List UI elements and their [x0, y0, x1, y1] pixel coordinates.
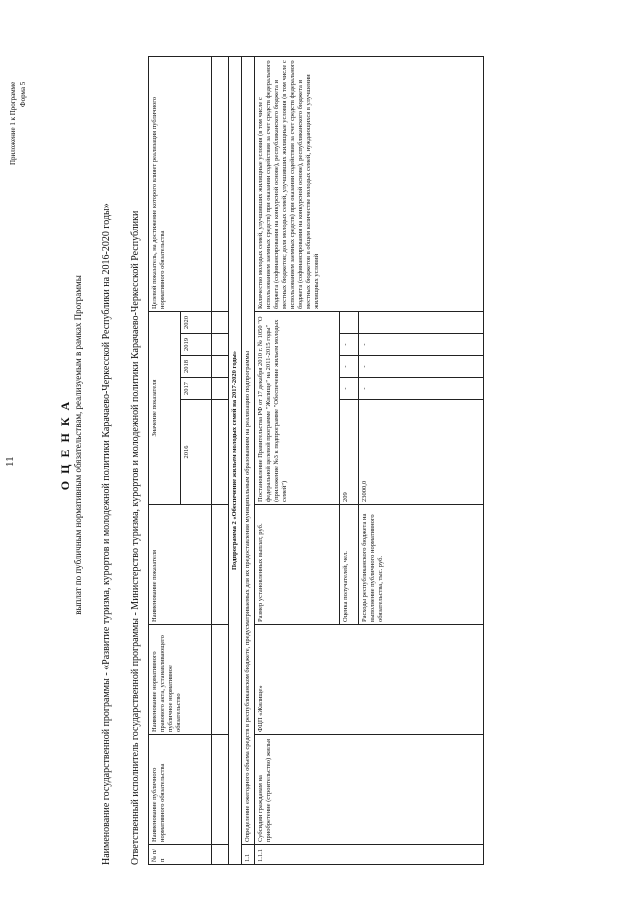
payment-size-value: Постановление Правительства РФ от 17 декабря 2010 г. № 1050 "О федеральной целевой программе "Жилище" на 2011-2015 годы" (приложение №3 к подпрограмме "Обеспечение жильем молодых семей") [255, 312, 340, 505]
row-number: 1.1 [242, 845, 255, 865]
obligation-name: Субсидии гражданам на приобретение (строительство) жилья [255, 735, 484, 845]
expenses-2018: - [359, 356, 484, 378]
document-header [58, 75, 83, 815]
appendix-line-2: Форма 5 [19, 81, 27, 107]
year-2020: 2020 [180, 312, 212, 334]
header-value-group: Значение показателя [149, 312, 181, 505]
table-row [255, 57, 340, 865]
year-2018: 2018 [180, 356, 212, 378]
expenses-2020 [359, 312, 484, 334]
header-target-indicator: Целевой показатель, на достижение которого влияет реализация публичного нормативного обязательства [149, 57, 212, 312]
expenses-2019: - [359, 334, 484, 356]
year-2019: 2019 [180, 334, 212, 356]
target-indicator-text: Количество молодых семей, улучшивших жилищные условия (в том числе с использованием заемных средств) при оказании содействия за счет средств федерального бюджета (софинансирования на конкурсной основе), республиканского бюджета и местных бюджетов; доля молодых семей, улучшивших жилищные условия (в том числе с использованием заемных средств) при оказании содействия за счет средств федерального бюджета (софинансирования на конкурсной основе), республиканского бюджета и местных бюджетов в общем количестве молодых семей, нуждающихся в улучшении жилищных условий [255, 57, 484, 312]
recipients-2017: - [340, 378, 359, 400]
header-indicator: Наименование показателя [149, 505, 212, 625]
responsible-executor: Ответственный исполнитель государственной программы - Министерство туризма, курортов и молодежной политики Карачаево-Черкесской Республики [130, 210, 141, 865]
legal-act: ФЦП «Жилище» [255, 625, 484, 735]
expenses-2016: 23000,0 [359, 400, 484, 505]
page-number: 11 [4, 456, 16, 467]
recipients-2020 [340, 312, 359, 334]
subprogram-title: Подпрограмма 2 «Обеспечение жильем молодых семей на 2017-2020 годы» [229, 57, 242, 865]
indicator-payment-size: Размер установленных выплат, руб. [255, 505, 340, 625]
program-name: Наименование государственной программы - «Развитие туризма, курортов и молодежной политики Карачаево-Черкесской Республики на 2016-2020 годы» [101, 203, 112, 865]
appendix-line-1: Приложение 1 к Программе [9, 81, 17, 165]
row-text: Определение ежегодного объема средств в республиканском бюджете, предусматриваемых для их предоставления муниципальным образованиям на реализацию подпрограммы [242, 57, 255, 845]
year-2016: 2016 [180, 400, 212, 505]
header-legal-act: Наименование нормативного правового акта, устанавливающего публичное нормативное обязательство [149, 625, 212, 735]
assessment-table [148, 56, 484, 865]
table-row [242, 57, 255, 865]
subprogram-row [229, 57, 242, 865]
recipients-2018: - [340, 356, 359, 378]
document-title: О Ц Е Н К А [58, 399, 72, 491]
header-number: № п/п [149, 845, 212, 865]
table-empty-row [212, 57, 229, 865]
row-number: 1.1.1 [255, 845, 484, 865]
expenses-2017: - [359, 378, 484, 400]
indicator-recipients: Оценка получателей, чел. [340, 505, 359, 625]
recipients-2019: - [340, 334, 359, 356]
recipients-2016: 209 [340, 400, 359, 505]
header-obligation-name: Наименование публичного нормативного обязательства [149, 735, 212, 845]
year-2017: 2017 [180, 378, 212, 400]
appendix-note [8, 82, 28, 165]
document-subtitle: выплат по публичным нормативным обязательствам, реализуемым в рамках Программы [73, 275, 83, 615]
table-header-row [149, 57, 181, 865]
indicator-expenses: Расходы республиканского бюджета на выполнение публичного нормативного обязательства, тыс. руб. [359, 505, 484, 625]
